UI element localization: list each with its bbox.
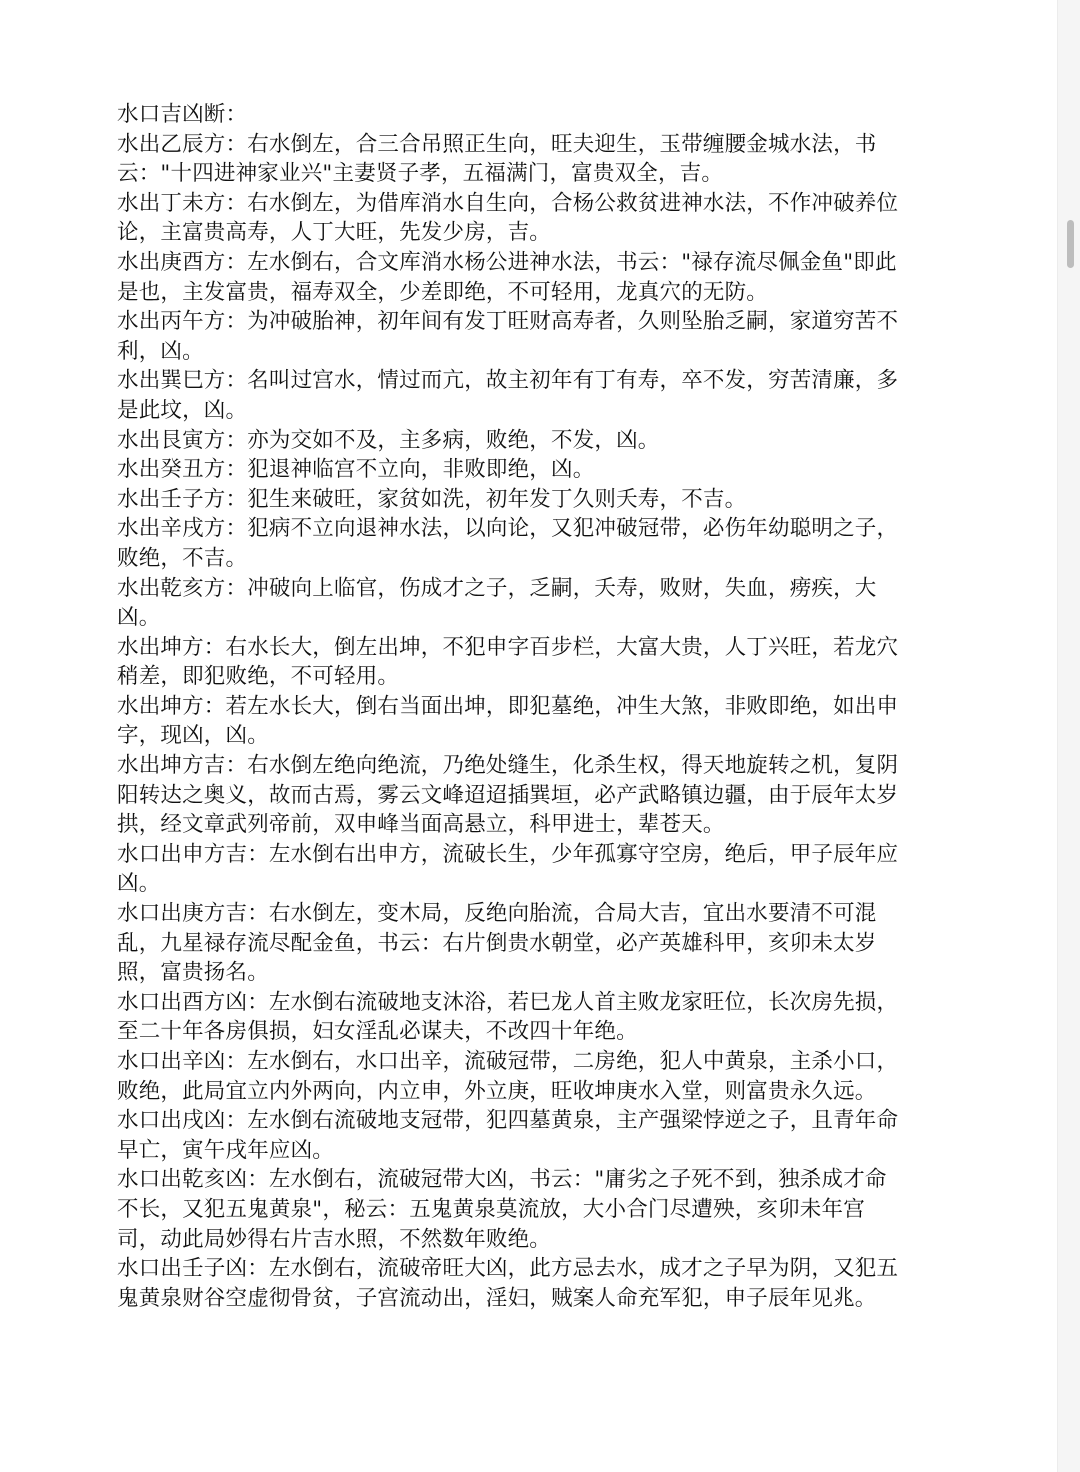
paragraph: 水口出壬子凶：左水倒右，流破帝旺大凶，此方忌去水，成才之子早为阴，又犯五鬼黄泉财谷空虚彻骨贫，子宫流动出，淫妇，贼案人命充军犯，申子辰年见兆。 xyxy=(117,1256,899,1311)
paragraph: 水出乙辰方：右水倒左，合三合吊照正生向，旺夫迎生，玉带缠腰金城水法，书云："十四进神家业兴"主妻贤子孝，五福满门，富贵双全，吉。 xyxy=(117,131,877,187)
document-text xyxy=(117,100,902,1313)
paragraph: 水出坤方吉：右水倒左绝向绝流，乃绝处缝生，化杀生权，得天地旋转之机，复阴阳转达之奥义，故而古焉，雾云文峰迢迢插巽垣，必产武略镇边疆，由于辰年太岁拱，经文章武列帝前，双申峰当面高悬立，科甲进士，辈苍天。 xyxy=(117,753,899,838)
scrollbar-thumb[interactable] xyxy=(1067,220,1074,268)
paragraph: 水口出戌凶：左水倒右流破地支冠带，犯四墓黄泉，主产强梁悖逆之子，且青年命早亡，寅午戌年应凶。 xyxy=(117,1108,899,1163)
paragraph: 水出艮寅方：亦为交如不及，主多病，败绝，不发，凶。 xyxy=(117,427,660,453)
document-heading: 水口吉凶断： xyxy=(117,102,248,127)
paragraph: 水出巽巳方：名叫过宫水，情过而亢，故主初年有丁有寿，卒不发，穷苦清廉，多是此坟，凶。 xyxy=(117,368,899,423)
paragraph: 水出丁未方：右水倒左，为借库消水自生向，合杨公救贫进神水法，不作冲破养位论，主富贵高寿，人丁大旺，先发少房，吉。 xyxy=(117,190,899,246)
paragraph: 水出辛戌方：犯病不立向退神水法，以向论，又犯冲破冠带，必伤年幼聪明之子，败绝，不吉。 xyxy=(117,516,899,571)
paragraph: 水出坤方：右水长大，倒左出坤，不犯申字百步栏，大富大贵，人丁兴旺，若龙穴稍差，即犯败绝，不可轻用。 xyxy=(117,634,899,690)
paragraph: 水口出申方吉：左水倒右出申方，流破长生，少年孤寡守空房，绝后，甲子辰年应凶。 xyxy=(117,841,899,897)
paragraph: 水出丙午方：为冲破胎神，初年间有发丁旺财高寿者，久则坠胎乏嗣，家道穷苦不利，凶。 xyxy=(117,309,899,364)
paragraph: 水出坤方：若左水长大，倒右当面出坤，即犯墓绝，冲生大煞，非败即绝，如出申字，现凶，凶。 xyxy=(117,693,899,749)
paragraph: 水口出辛凶：左水倒右，水口出辛，流破冠带，二房绝，犯人中黄泉，主杀小口，败绝，此局宜立内外两向，内立申，外立庚，旺收坤庚水入堂，则富贵永久远。 xyxy=(117,1049,899,1104)
paragraph: 水出壬子方：犯生来破旺，家贫如洗，初年发丁久则夭寿，不吉。 xyxy=(117,486,747,512)
paragraph: 水口出庚方吉：右水倒左，变木局，反绝向胎流，合局大吉，宜出水要清不可混乱，九星禄存流尽配金鱼，书云：右片倒贵水朝堂，必产英雄科甲，亥卯未太岁照，富贵扬名。 xyxy=(117,901,877,986)
paragraph: 水口出乾亥凶：左水倒右，流破冠带大凶，书云："庸劣之子死不到，独杀成才命不长，又犯五鬼黄泉"，秘云：五鬼黄泉莫流放，大小合门尽遭殃，亥卯未年宫司，动此局妙得右片吉水照，不然数年败绝。 xyxy=(117,1167,887,1252)
paragraph: 水口出酉方凶：左水倒右流破地支沐浴，若巳龙人首主败龙家旺位，长次房先损，至二十年各房俱损，妇女淫乱必谋夫，不改四十年绝。 xyxy=(117,989,899,1045)
vertical-scrollbar[interactable] xyxy=(1057,0,1080,1472)
paragraph: 水出癸丑方：犯退神临宫不立向，非败即绝，凶。 xyxy=(117,457,595,483)
paragraph: 水出乾亥方：冲破向上临官，伤成才之子，乏嗣，夭寿，败财，失血，痨疾，大凶。 xyxy=(117,575,877,631)
paragraph: 水出庚酉方：左水倒右，合文库消水杨公进神水法，书云："禄存流尽佩金鱼"即此是也，主发富贵，福寿双全，少差即绝，不可轻用，龙真穴的无防。 xyxy=(117,249,897,305)
